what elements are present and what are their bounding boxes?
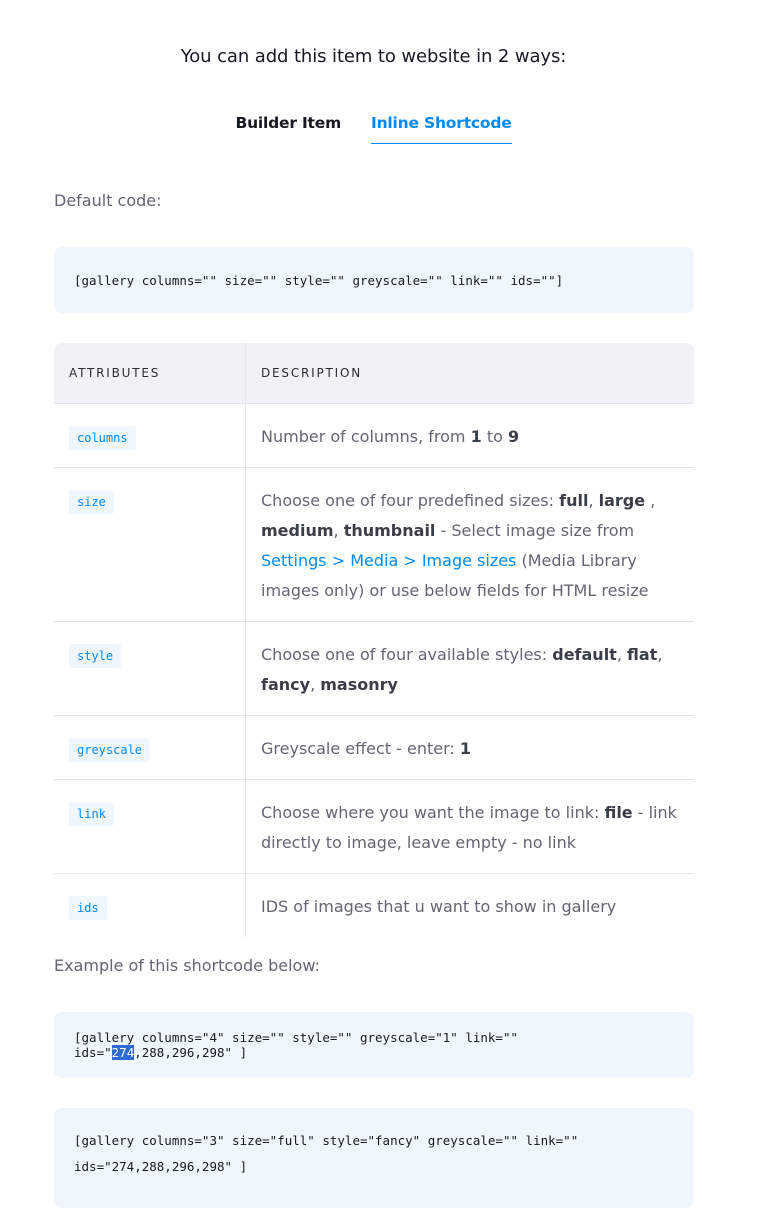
attribute-code-ids: ids xyxy=(69,896,107,920)
attribute-cell xyxy=(54,780,246,874)
table-row xyxy=(54,874,694,937)
tab-builder-item[interactable]: Builder Item xyxy=(235,114,342,132)
description-cell: Greyscale effect - enter: 1 xyxy=(246,716,694,780)
description-cell: Choose one of four predefined sizes: full, large , medium, thumbnail - Select image size from Settings > Media > Image sizes (Media Library images only) or use below fields for HTML resize xyxy=(246,468,694,622)
attributes-header: ATTRIBUTES xyxy=(54,343,246,404)
image-sizes-settings-link[interactable]: Settings > Media > Image sizes xyxy=(261,551,517,570)
attribute-cell xyxy=(54,622,246,716)
description-cell: Number of columns, from 1 to 9 xyxy=(246,404,694,468)
example-code-block-1[interactable] xyxy=(54,1012,694,1078)
tab-bar xyxy=(0,114,747,144)
description-header: DESCRIPTION xyxy=(246,343,694,404)
attribute-cell xyxy=(54,874,246,937)
page-heading: You can add this item to website in 2 ways: xyxy=(180,46,567,67)
example-code-text: [gallery columns="4" size="" style="" greyscale="1" link="" ids="274,288,296,298" ] xyxy=(74,1030,519,1060)
default-code-text: [gallery columns="" size="" style="" greyscale="" link="" ids=""] xyxy=(74,272,564,288)
table-row xyxy=(54,404,694,468)
table-header-row xyxy=(54,343,694,404)
attribute-cell xyxy=(54,468,246,622)
description-cell: Choose where you want the image to link: file - link directly to image, leave empty - no link xyxy=(246,780,694,874)
attribute-cell xyxy=(54,716,246,780)
attribute-code-link: link xyxy=(69,802,114,826)
tab-inline-shortcode[interactable]: Inline Shortcode xyxy=(371,114,512,144)
attribute-code-greyscale: greyscale xyxy=(69,738,150,762)
example-code-text: [gallery columns="3" size="full" style="fancy" greyscale="" link="" ids="274,288,296,298" ] xyxy=(74,1133,579,1174)
default-code-label: Default code: xyxy=(54,191,162,210)
example-code-block-2[interactable] xyxy=(54,1108,694,1208)
example-label: Example of this shortcode below: xyxy=(54,956,320,975)
selected-text: 274 xyxy=(111,1045,135,1060)
attribute-code-style: style xyxy=(69,644,121,668)
table-row xyxy=(54,780,694,874)
attribute-code-size: size xyxy=(69,490,114,514)
table-row xyxy=(54,622,694,716)
default-code-block[interactable] xyxy=(54,247,694,313)
attribute-code-columns: columns xyxy=(69,426,136,450)
description-cell: IDS of images that u want to show in gallery xyxy=(261,897,617,916)
attributes-table xyxy=(54,343,694,937)
description-cell: Choose one of four available styles: default, flat, fancy, masonry xyxy=(246,622,694,716)
attribute-cell xyxy=(54,404,246,468)
table-row xyxy=(54,716,694,780)
table-row xyxy=(54,468,694,622)
